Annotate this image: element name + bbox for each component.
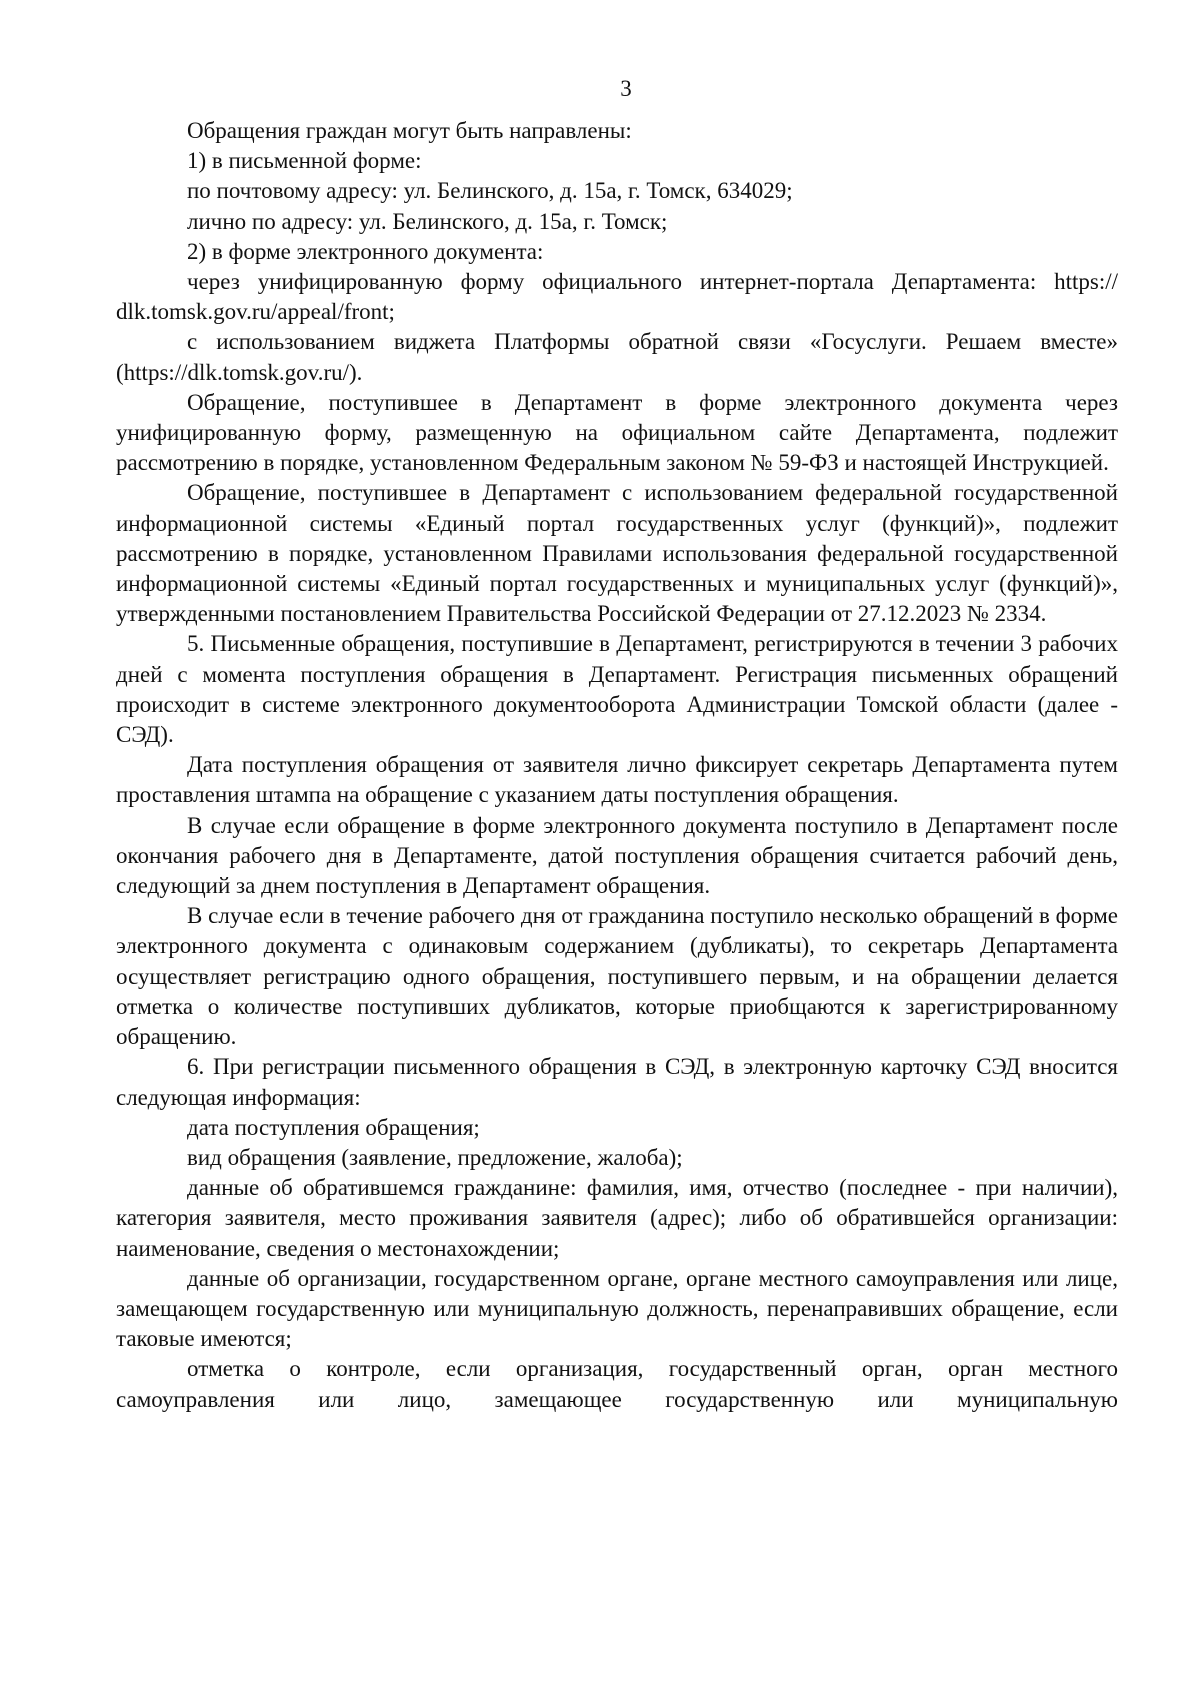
paragraph-16: вид обращения (заявление, предложение, жалоба); xyxy=(187,1144,683,1170)
document-body xyxy=(116,116,1118,1415)
paragraph-5: 2) в форме электронного документа: xyxy=(187,238,544,264)
paragraph-13: В случае если в течение рабочего дня от гражданина поступило несколько обращений в форме электронного документа с одинаковым содержанием (дубликаты), то секретарь Департамента осуществляет регистрацию одного обращения, поступившего первым, и на обращении делается отметка о количестве поступивших дубликатов, которые приобщаются к зарегистрированному обращению. xyxy=(116,903,1118,1050)
paragraph-4: лично по адресу: ул. Белинского, д. 15а, г. Томск; xyxy=(187,208,668,234)
paragraph-15: дата поступления обращения; xyxy=(187,1114,480,1140)
paragraph-18: данные об организации, государственном органе, органе местного самоуправления или лице, замещающем государственную или муниципальную должность, перенаправивших обращение, если таковые имеются; xyxy=(116,1265,1118,1352)
document-page xyxy=(116,74,1118,1415)
paragraph-3: по почтовому адресу: ул. Белинского, д. 15а, г. Томск, 634029; xyxy=(187,178,793,204)
paragraph-8: Обращение, поступившее в Департамент в форме электронного документа через унифицированную форму, размещенную на официальном сайте Департамента, подлежит рассмотрению в порядке, установленном Федеральным законом № 59-ФЗ и настоящей Инструкцией. xyxy=(116,389,1118,476)
paragraph-14: 6. При регистрации письменного обращения в СЭД, в электронную карточку СЭД вносится следующая информация: xyxy=(116,1054,1118,1110)
paragraph-9: Обращение, поступившее в Департамент с использованием федеральной государственной информационной системы «Единый портал государственных услуг (функций)», подлежит рассмотрению в порядке, установленном Правилами использования федеральной государственной информационной системы «Единый портал государственных и муниципальных услуг (функций)», утвержденными постановлением Правительства Российской Федерации от 27.12.2023 № 2334. xyxy=(116,480,1118,627)
page-number: 3 xyxy=(620,76,632,101)
paragraph-12: В случае если обращение в форме электронного документа поступило в Департамент после окончания рабочего дня в Департаменте, датой поступления обращения считается рабочий день, следующий за днем поступления в Департамент обращения. xyxy=(116,812,1118,899)
paragraph-10: 5. Письменные обращения, поступившие в Департамент, регистрируются в течении 3 рабочих дней с момента поступления обращения в Департамент. Регистрация письменных обращений происходит в системе электронного документооборота Администрации Томской области (далее - СЭД). xyxy=(116,631,1118,748)
paragraph-6: через унифицированную форму официального интернет-портала Департамента: https:// dlk.tomsk.gov.ru/appeal/front; xyxy=(116,269,1118,325)
paragraph-11: Дата поступления обращения от заявителя лично фиксирует секретарь Департамента путем проставления штампа на обращение с указанием даты поступления обращения. xyxy=(116,752,1118,808)
paragraph-17: данные об обратившемся гражданине: фамилия, имя, отчество (последнее - при наличии), категория заявителя, место проживания заявителя (адрес); либо об обратившейся организации: наименование, сведения о местонахождении; xyxy=(116,1175,1118,1261)
paragraph-2: 1) в письменной форме: xyxy=(187,148,422,174)
paragraph-7: с использованием виджета Платформы обратной связи «Госуслуги. Решаем вместе» (https://dlk.tomsk.gov.ru/). xyxy=(116,329,1118,385)
paragraph-1: Обращения граждан могут быть направлены: xyxy=(187,118,632,143)
paragraph-19: отметка о контроле, если организация, государственный орган, орган местного самоуправления или лицо, замещающее государственную или муниципальную xyxy=(116,1356,1118,1412)
